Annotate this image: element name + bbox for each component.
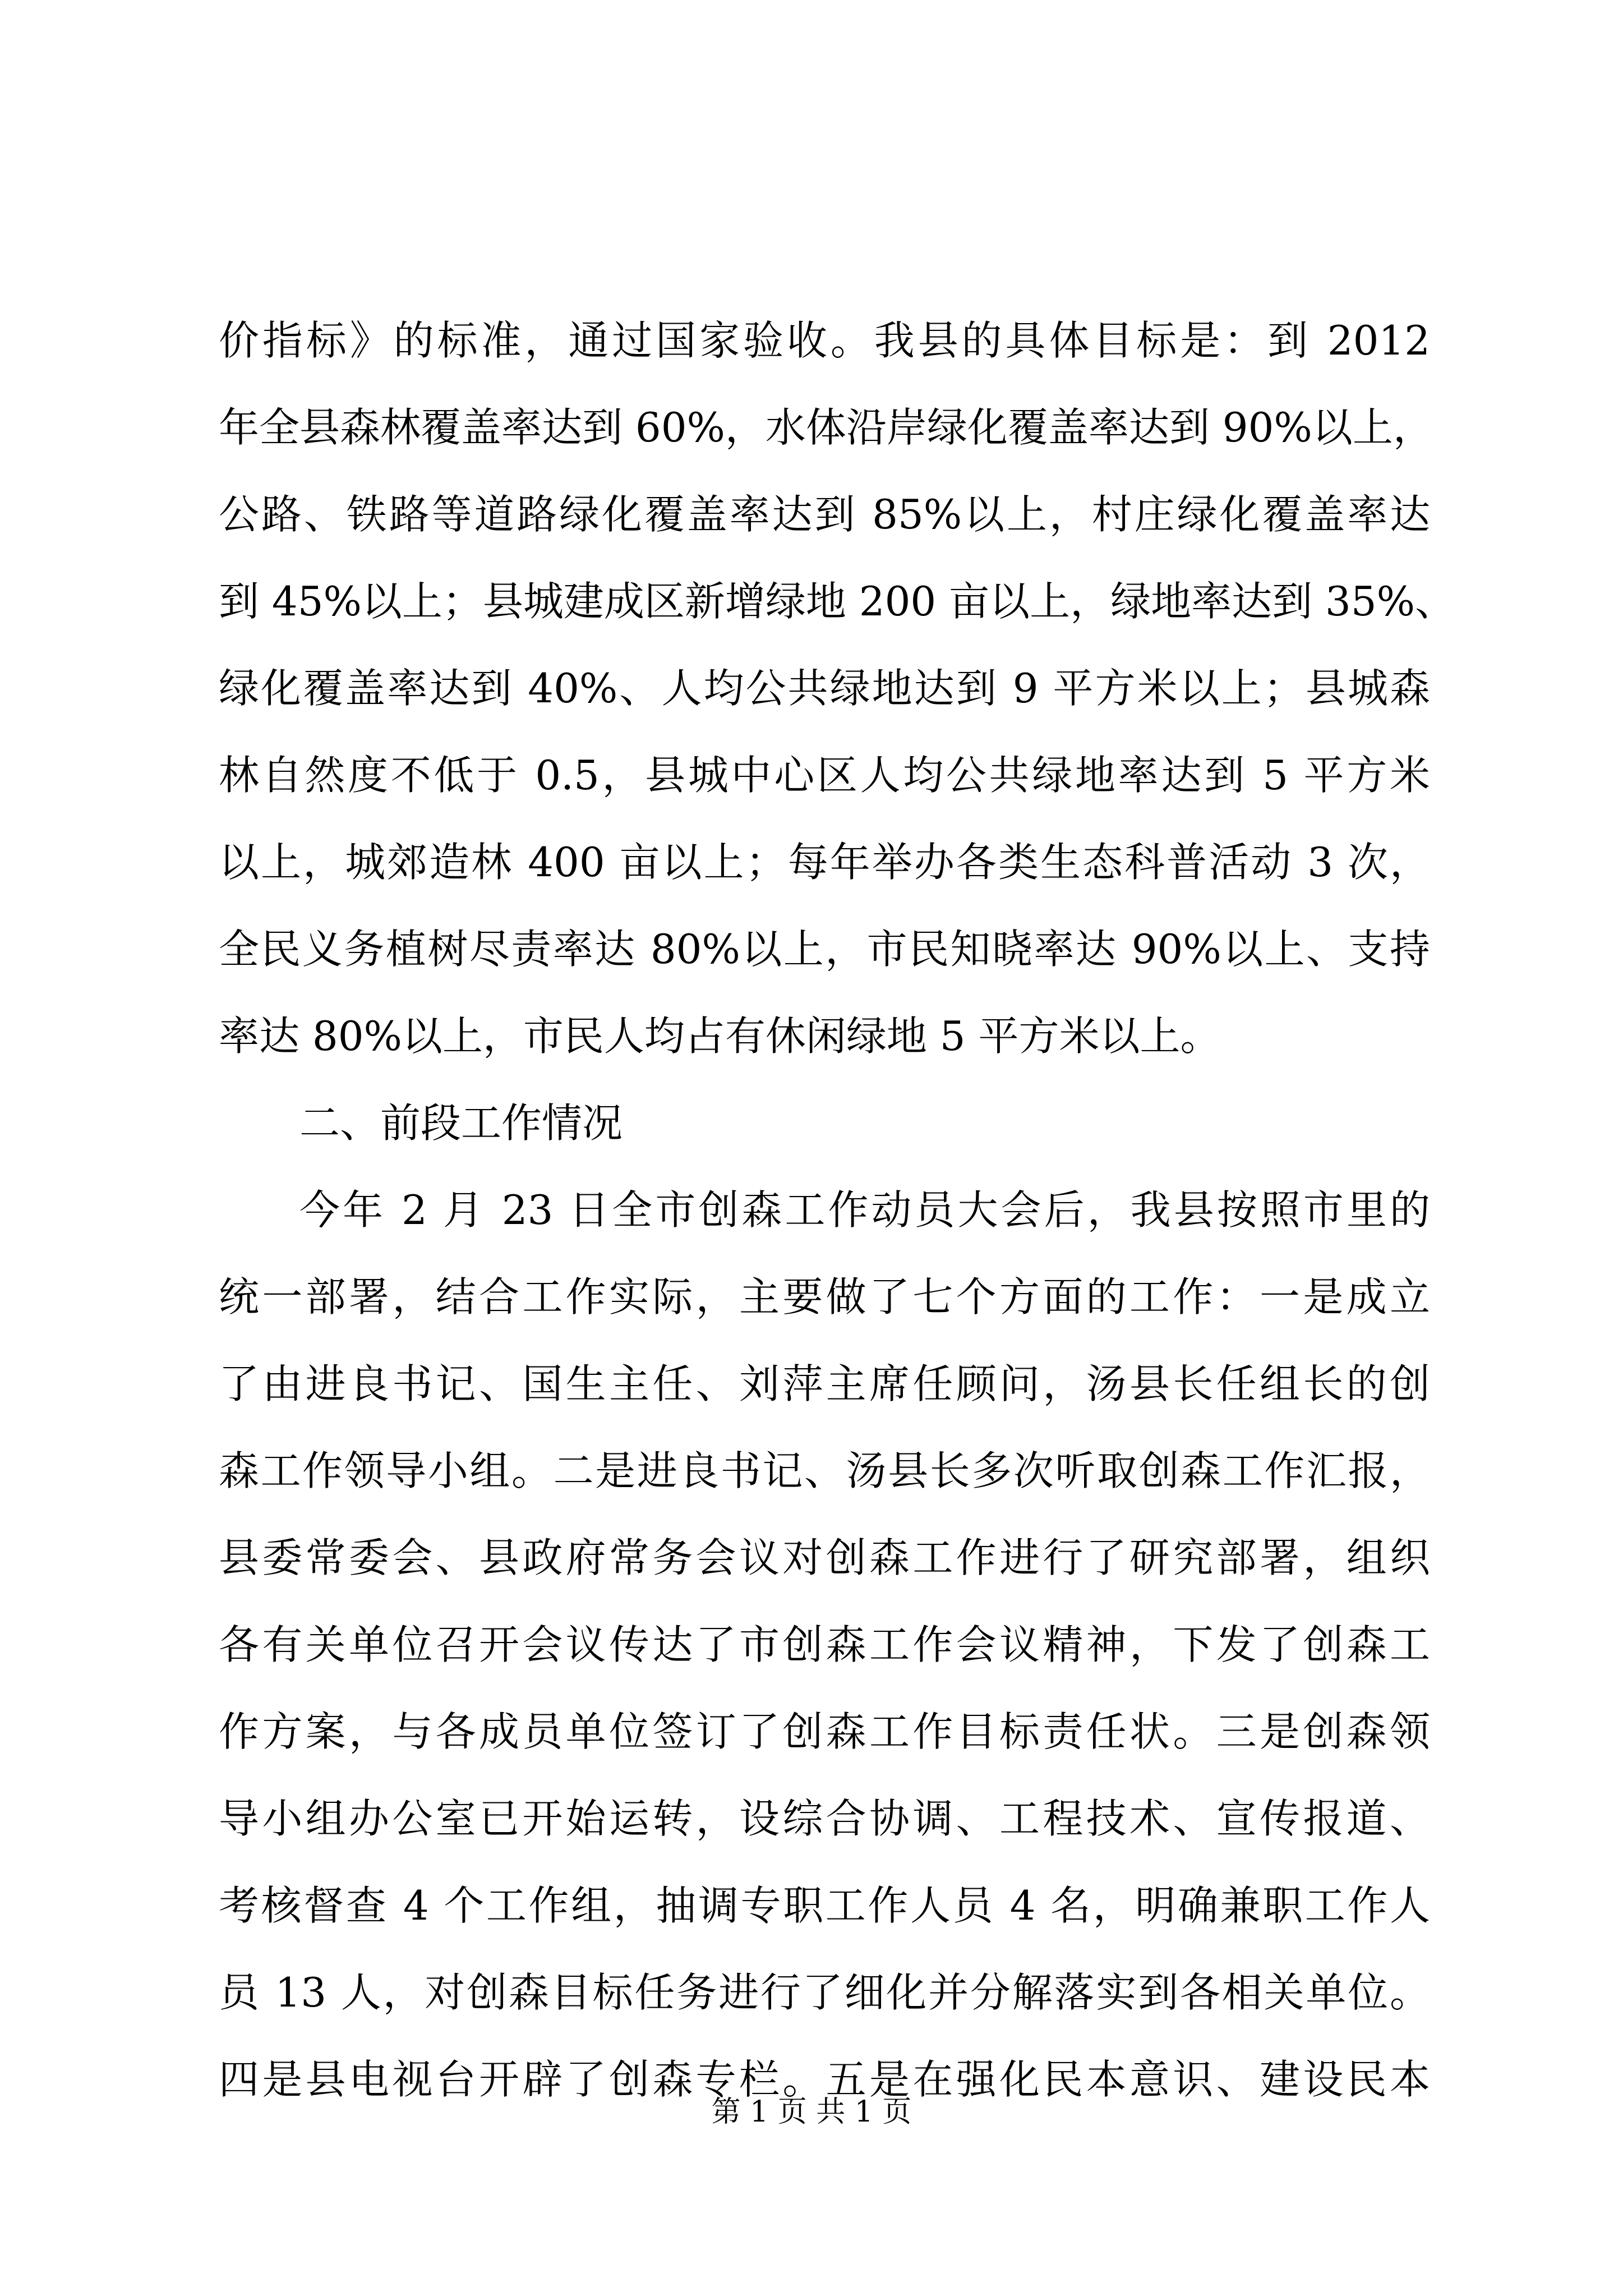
text-line: 员 13 人，对创森目标任务进行了细化并分解落实到各相关单位。 <box>219 1969 1430 2016</box>
text-line: 全民义务植树尽责率达 80%以上，市民知晓率达 90%以上、支持 <box>219 926 1430 973</box>
text-line: 率达 80%以上，市民人均占有休闲绿地 5 平方米以上。 <box>219 1013 1221 1060</box>
text-line: 绿化覆盖率达到 40%、人均公共绿地达到 9 平方米以上；县城森 <box>219 665 1430 712</box>
section-heading: 二、前段工作情况 <box>299 1099 623 1147</box>
text-line: 森工作领导小组。二是进良书记、汤县长多次听取创森工作汇报， <box>219 1447 1430 1494</box>
text-line: 到 45%以上；县城建成区新增绿地 200 亩以上，绿地率达到 35%、 <box>219 578 1456 625</box>
text-line: 导小组办公室已开始运转，设综合协调、工程技术、宣传报道、 <box>219 1795 1430 1842</box>
text-line: 年全县森林覆盖率达到 60%，水体沿岸绿化覆盖率达到 90%以上， <box>219 404 1433 451</box>
text-line: 林自然度不低于 0.5，县城中心区人均公共绿地率达到 5 平方米 <box>219 752 1430 799</box>
text-line: 作方案，与各成员单位签订了创森工作目标责任状。三是创森领 <box>219 1708 1430 1755</box>
text-line: 考核督查 4 个工作组，抽调专职工作人员 4 名，明确兼职工作人 <box>219 1882 1430 1929</box>
text-line: 以上，城郊造林 400 亩以上；每年举办各类生态科普活动 3 次， <box>219 839 1430 886</box>
text-line: 公路、铁路等道路绿化覆盖率达到 85%以上，村庄绿化覆盖率达 <box>219 491 1430 538</box>
text-line: 各有关单位召开会议传达了市创森工作会议精神，下发了创森工 <box>219 1621 1430 1668</box>
document-body <box>219 297 1456 2123</box>
text-line: 价指标》的标准，通过国家验收。我县的具体目标是：到 2012 <box>219 317 1430 364</box>
paragraph-first-line: 今年 2 月 23 日全市创森工作动员大会后，我县按照市里的 <box>299 1186 1430 1234</box>
page-number-footer: 第 1 页 共 1 页 <box>711 2095 912 2129</box>
text-line: 四是县电视台开辟了创森专栏。五是在强化民本意识、建设民本 <box>219 2056 1430 2103</box>
text-line: 了由进良书记、国生主任、刘萍主席任顾问，汤县长任组长的创 <box>219 1360 1430 1407</box>
text-line: 统一部署，结合工作实际，主要做了七个方面的工作：一是成立 <box>219 1273 1430 1320</box>
text-line: 县委常委会、县政府常务会议对创森工作进行了研究部署，组织 <box>219 1534 1430 1581</box>
